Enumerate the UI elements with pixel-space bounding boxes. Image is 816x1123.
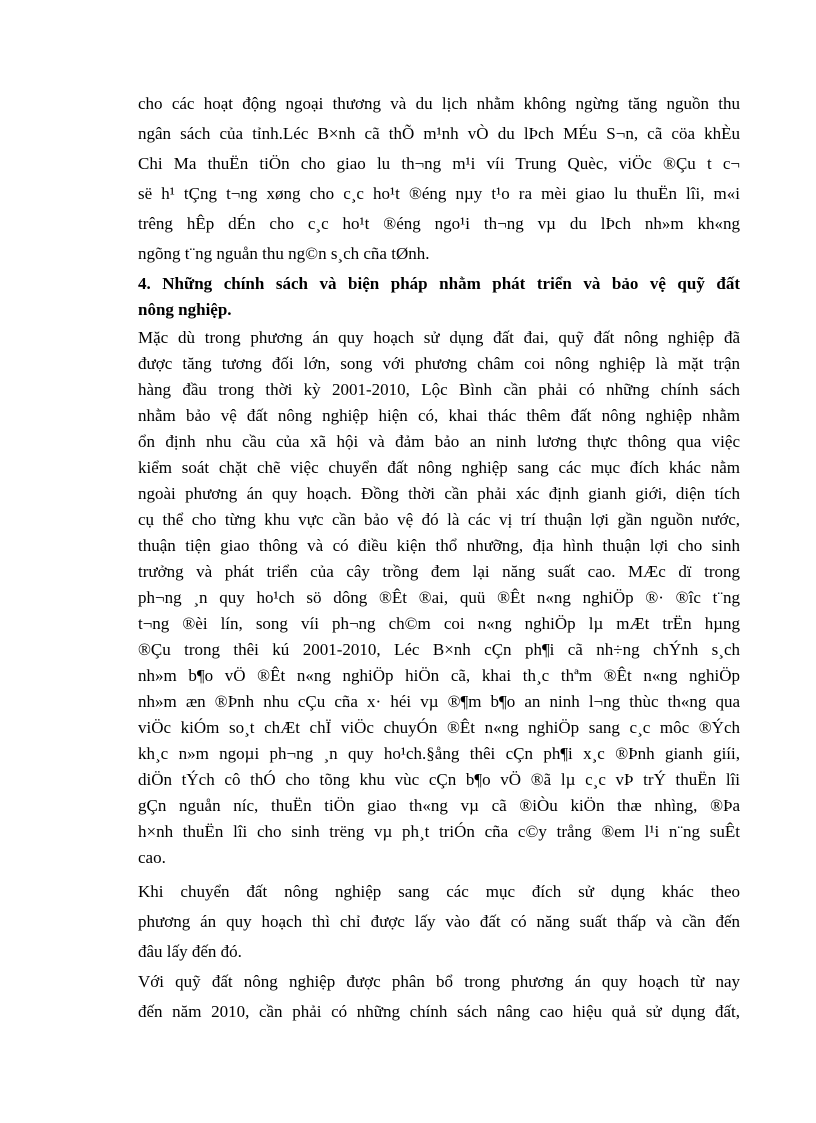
text-line: ổn định nhu cầu của xã hội và đảm bảo an ninh lương thực thông qua việc	[138, 432, 740, 451]
text-line: së h¹ tÇng t¬ng xøng cho c¸c ho¹t ®éng nµy t¹o ra mèi giao lu thuËn lîi, m«i	[138, 184, 740, 203]
text-line: cao.	[138, 848, 166, 867]
text-line: trêng hÊp dÉn cho c¸c ho¹t ®éng ngo¹i th¬ng vµ du lÞch nh»m kh«ng	[138, 214, 740, 233]
text-line: viÖc kiÓm so¸t chÆt chÏ viÖc chuyÓn ®Êt n«ng nghiÖp sang c¸c môc ®Ých	[138, 718, 740, 737]
text-line: thuận tiện giao thông và có điều kiện thổ nhưỡng, địa hình thuận lợi cho sinh	[138, 536, 740, 555]
text-line: kiểm soát chặt chẽ việc chuyển đất nông nghiệp sang các mục đích khác nằm	[138, 458, 740, 477]
text-line: hàng đầu trong thời kỳ 2001-2010, Lộc Bình cần phải có những chính sách	[138, 380, 740, 399]
text-line: Mặc dù trong phương án quy hoạch sử dụng đất đai, quỹ đất nông nghiệp đã	[138, 328, 740, 347]
text-line: nh»m b¶o vÖ ®Êt n«ng nghiÖp hiÖn cã, khai th¸c thªm ®Êt n«ng nghiÖp	[138, 666, 740, 685]
text-line: diÖn tÝch cô thÓ cho tõng khu vùc cÇn b¶o vÖ ®ã lµ c¸c vÞ trÝ thuËn lîi	[138, 770, 740, 789]
text-line: t¬ng ®èi lín, song víi ph¬ng ch©m coi n«ng nghiÖp lµ mÆt trËn hµng	[138, 614, 740, 633]
text-line: ®Çu trong thêi kú 2001-2010, Léc B×nh cÇn ph¶i cã nh÷ng chÝnh s¸ch	[138, 640, 740, 659]
text-line: nhằm bảo vệ đất nông nghiệp hiện có, khai thác thêm đất nông nghiệp nhằm	[138, 406, 740, 425]
text-line: trưởng và phát triển của cây trồng đem lại năng suất cao. MÆc dï trong	[138, 562, 740, 581]
text-line: h×nh thuËn lîi cho sinh trëng vµ ph¸t triÓn cña c©y trång ®em l¹i n¨ng suÊt	[138, 822, 740, 841]
text-line: Chi Ma thuËn tiÖn cho giao lu th¬ng m¹i víi Trung Quèc, viÖc ®Çu t c¬	[138, 154, 740, 173]
text-line: kh¸c n»m ngoµi ph¬ng ¸n quy ho¹ch.§ång thêi cÇn ph¶i x¸c ®Þnh gianh giíi,	[138, 744, 740, 763]
text-line: cho các hoạt động ngoại thương và du lịch nhằm không ngừng tăng nguồn thu	[138, 94, 740, 113]
text-line: phương án quy hoạch thì chỉ được lấy vào đất có năng suất thấp và cần đến	[138, 912, 740, 931]
text-line: cụ thể cho từng khu vực cần bảo vệ đó là các vị trí thuận lợi gần nguồn nước,	[138, 510, 740, 529]
heading-line: 4. Những chính sách và biện pháp nhằm phát triển và bảo vệ quỹ đất	[138, 274, 740, 293]
text-line: gÇn nguån níc, thuËn tiÖn giao th«ng vµ cã ®iÒu kiÖn thæ nhìng, ®Þa	[138, 796, 740, 815]
text-line: Khi chuyển đất nông nghiệp sang các mục đích sử dụng khác theo	[138, 882, 740, 901]
text-line: ngoài phương án quy hoạch. Đồng thời cần phải xác định gianh giới, diện tích	[138, 484, 740, 503]
text-line: Với quỹ đất nông nghiệp được phân bổ trong phương án quy hoạch từ nay	[138, 972, 740, 991]
text-line: ph¬ng ¸n quy ho¹ch sö dông ®Êt ®ai, quü ®Êt n«ng nghiÖp ®· ®îc t¨ng	[138, 588, 740, 607]
text-line: đến năm 2010, cần phải có những chính sách nâng cao hiệu quả sử dụng đất,	[138, 1002, 740, 1021]
text-line: đâu lấy đến đó.	[138, 942, 242, 961]
heading-line: nông nghiệp.	[138, 300, 232, 319]
text-line: ngõng t¨ng nguån thu ng©n s¸ch cña tØnh.	[138, 244, 430, 263]
text-line: nh»m æn ®Þnh nhu cÇu cña x· héi vµ ®¶m b¶o an ninh l¬ng thùc th«ng qua	[138, 692, 740, 711]
text-line: được tăng tương đối lớn, song với phương châm coi nông nghiệp là mặt trận	[138, 354, 740, 373]
text-line: ngân sách của tỉnh.Léc B×nh cã thÕ m¹nh vÒ du lÞch MÉu S¬n, cã cöa khÈu	[138, 124, 740, 143]
